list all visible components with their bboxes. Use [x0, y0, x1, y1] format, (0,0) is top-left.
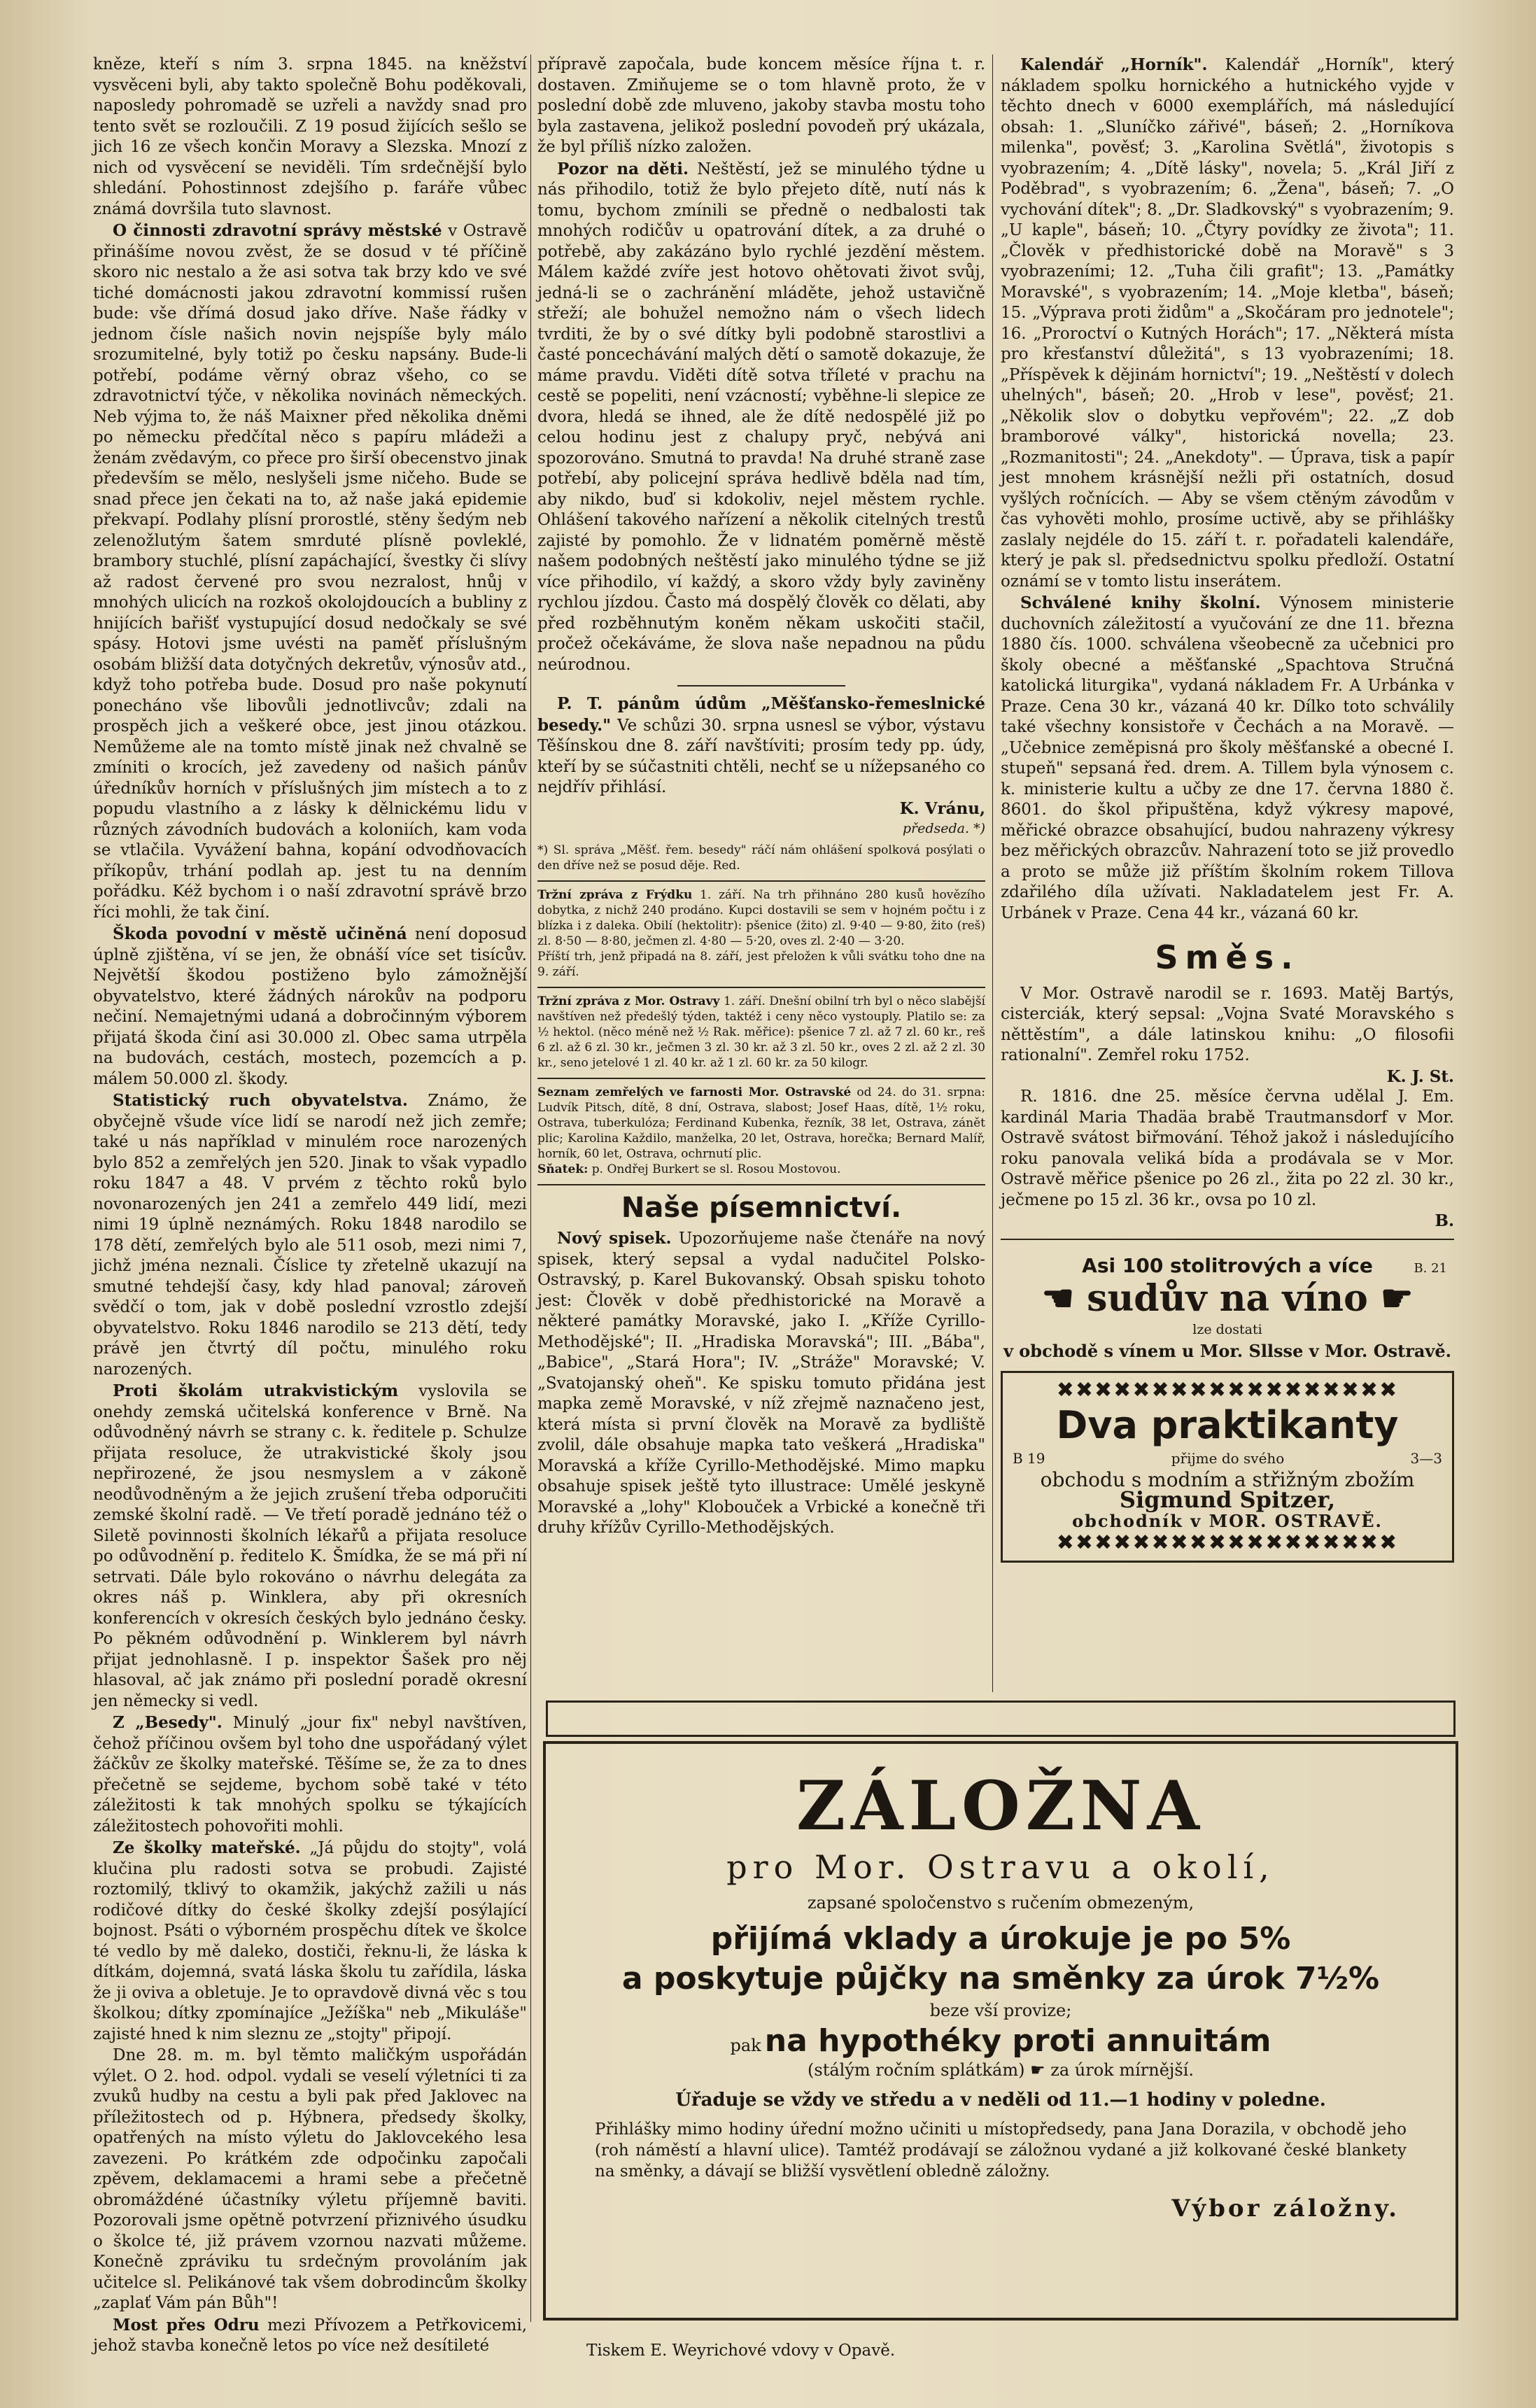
column-1 [93, 55, 527, 2357]
ad-subtext: lze dostati [1192, 1322, 1262, 1337]
ad-headline: Asi 100 stolitrových a více [1082, 1253, 1373, 1277]
article-text: „Já půjdu do stojty", volá klučina plu radosti sotva se probudi. Zajisté roztomilý, tklivý to okamžik, jakýchž zažili u nás rodičové dítky do české školky zdejší posýlající bojnost. Psáti o výborném prospěchu dítek ve školce té vedlo by mě daleko, dostiči, řeknu-li, že láska k dítkám, dojemná, svatá láska školu tu zařídila, láska že ji oviva a obletuje. Je to opravdově divná věc s tou školkou; dítky zpomínajíce „Ježíška" neb „Mikuláše" zajisté hned k nim sleznu ze „stojty" připojí. [93, 1839, 527, 2043]
article-heading: Ze školky mateřské. [113, 1838, 301, 1857]
article-paragraph [93, 1712, 527, 1837]
separator-rule [537, 1184, 985, 1185]
ad-headline: ZÁLOŽNA [796, 1766, 1205, 1845]
ad-offer-loans: a poskytuje půjčky na směnky za úrok 7½% [621, 1961, 1380, 1997]
marriage-title: Sňatek: [537, 1162, 589, 1176]
article-text: mezi Přívozem a Petřkovicemi, jehož stavba konečně letos po více než desítileté [93, 2316, 527, 2355]
article-heading: Nový spisek. [557, 1229, 672, 1248]
death-register [537, 1078, 985, 1177]
article-heading: P. T. pánům údům „Měšťansko-řemeslnické besedy." [537, 694, 985, 735]
market-report [537, 987, 985, 1071]
article-text: Kalendář „Horník", který nákladem spolku hornického a hutnického vyjde v těchto dnech v 6000 exemplářích, má následující obsah: 1. „Sluníčko zářivé", báseň; 2. „Horníkova milenka", pověsť; 3. „Karolina Světlá", životopis s vyobrazením; 4. „Dítě lásky", novela; 5. „Král Jiří z Poděbrad", s vyobrazením; 6. „Žena", báseň; 7. „O vychování dítek"; 8. „Dr. Sladkovský" s vyobrazením; 9. „U kaple", báseň; 10. „Čtyry povídky ze života"; 11. „Člověk v předhistorické době na Moravě" s 3 vyobrazeními; 12. „Tuha čili grafit"; 13. „Památky Moravské", s vyobrazením; 14. „Moje kletba", báseň; 15. „Výprava proti židům" a „Skočáram pro jednotele"; 16. „Proroctví o Kutných Horách"; 17. „Některá místa pro křesťanství důležitá", s 13 vyobrazeními; 18. „Příspěvek k dějinám hornictví"; 19. „Neštěstí v dolech uhelných", báseň; 20. „Hrob v lese", pověsť; 21. „Několik slov o dobytku vepřovém"; 22. „Z dob bramborové války", historická novella; 23. „Rozmanitosti"; 24. „Anekdoty". — Úprava, tisk a papír jest mnohem krásnější nežli při ostatních, dosud vyšlých ročnících. — Aby se všem ctěným závodům v čas vyhověti mohlo, prosíme uctivě, aby se přihlášky zaslaly nejdéle do 15. září t. r. pořadateli kalendáře, který je pak sl. předsednictvu spolku předloží. Ostatní oznámí se v tomto listu inserátem. [1001, 56, 1454, 591]
article-text: Upozorňujeme naše čtenáře na nový spisek, který sepsal a vydal nadučitel Polsko-Ostravský, p. Karel Bukovanský. Obsah spisku tohoto jest: Člověk v době předhistorické na Moravě a některé památky Moravské, jako I. „Kříže Cyrillo-Methodějské"; II. „Hradiska Moravská"; III. „Bába", „Babice", „Stará Hora"; IV. „Stráže" Moravské; V. „Svatojanský oheň". Ke spisku tomuto přidána jest mapka země Moravské, v níž zřejmě naznačeno jest, která místa si první člověk na Moravě za bydliště zvolil, dále obsahuje mapka tato veškerá „Hradiska" Moravská a kříže Cyrillo-Methodějské. Mimo mapku obsahuje spisek ještě tyto illustrace: Umělé jeskyně Moravské a „lohy" Klobouček a Vrbické a konečně tři druhy křížův Cyrillo-Methodějských. [537, 1230, 985, 1537]
ad-location: v obchodě s vínem u Mor. Sllsse v Mor. Ostravě. [1003, 1340, 1451, 1361]
article-paragraph [93, 220, 527, 923]
article-heading: Škoda povodní v městě učiněná [113, 924, 407, 943]
article-text: Ve schůzi 30. srpna usnesl se výbor, výstavu Těšínskou dne 8. září navštíviti; prosím tedy pp. údy, kteří by se súčastniti chtěli, nechť se u nížepsaného co nejdřív přihlásí. [537, 716, 985, 796]
ad-code: B. 21 [1414, 1260, 1447, 1276]
market-report [537, 880, 985, 980]
article-paragraph [1001, 593, 1454, 924]
ad-main-label: sudův na víno [1087, 1277, 1368, 1320]
ad-offer-mortgage [546, 2023, 1456, 2059]
ad-main-text: ☚ sudův na víno ☛ [1041, 1277, 1414, 1320]
article-paragraph [537, 1228, 985, 1539]
ad-offer-deposits: přijímá vklady a úrokuje je po 5% [710, 1921, 1291, 1957]
article-text: vyslovila se onehdy zemská učitelská konference v Brně. Na odůvodněný návrh se strany c. k. ředitele p. Schulze přijata resoluce, že utrakvistické školy jsou nepřirozené, že jsou nesmyslem a v zákoně neodůvodněným a že jejich zrušení třeba odporučiti zemské školní radě. — Ve třetí poradě jednáno též o Siletě povinnosti školních lékařů a přijata resoluce po odůvodnění p. ředitelo K. Šmídka, že se má při ní setrvati. Dále bylo rokováno o návrhu delegáta za okres náš p. Winklera, aby při okresních konferencích v okresích českých bylo jednáno česky. Po pěkném odůvodnění p. Winklerem byl návrh přijat jednohlasně. I p. inspektor Šašek pro něj hlasoval, ač jak známo při poslední poradě okresní jen německy si vedl. [93, 1382, 528, 1710]
ad-code: 3—3 [1410, 1450, 1442, 1467]
section-title: Směs. [1155, 938, 1300, 976]
article-heading: Z „Besedy". [113, 1713, 223, 1732]
section-title: Naše písemnictví. [621, 1191, 902, 1224]
article-heading: Proti školám utrakvistickým [113, 1381, 399, 1400]
article-text: v Ostravě přinášíme novou zvěst, že se dosud v té příčině skoro nic nestalo a že asi sotva tak brzy kdo ve své tiché domácnosti jakou zdravotní kommissí rušen bude: vše dřímá dosud jako dříve. Naše řádky v jednom čísle našich novin nejspíše byly málo srozumitelné, byly totiž po česku napsány. Bude-li potřebí, podáme věrný obraz všeho, co se zdravotnictví týče, v několika novinách německých. Neb výjma to, že náš Maixner před několika dněmi po německu předčítal něco s papíru mládeži a ženám zvědavým, co přece pro širší obecenstvo jinak především se mělo, neslyšeli jsme ničeho. Bude se snad přece jen čekati na to, až naše jaká epidemie překvapí. Podlahy plísní prorostlé, stěny šedým neb zelenožlutým šatem smrduté plísně povleklé, brambory stuchlé, plísní zapáchající, švestky či slívy až radost červené pro svou nezralost, hnůj v mnohých ulicích na rozkoš okolojdoucích a bubliny z hnijících bařišť vystupující dosud nedočkaly se své spásy. Hotovi jsme uvésti na paměť příslušným osobám bližší data dotyčných dekretův, výnosův atd., když toho potřeba bude. Dosud pro naše pokynutí ponecháno vše libovůli jednotlivcův; zdali na prospěch jich a veškeré obce, jest jinou otázkou. Nemůžeme ale na tomto místě jinak než chvalně se zmíniti o krocích, jež zavedeny od našich pánův úředníkův horních v příslušných jim místech a to z popudu vlastního a z lásky k dělnickému lidu v různých závodních budovách a koloniích, kam voda se vtlačila. Vyvážení bahna, kopání odvodňovacích příkopův, trhání podlah ap. jest tu na denním pořádku. Kéž bychom i o naší zdravotní správě brzo říci mohli, že tak činí. [93, 222, 527, 922]
ad-advertiser-role: obchodník v MOR. OSTRAVĚ. [1072, 1510, 1383, 1531]
column-3 [1001, 55, 1454, 1563]
market-report-note: Příští trh, jenž připadá na 8. září, jest přeložen k vůli svátku toho dne na 9. září. [537, 949, 985, 979]
article-paragraph [1001, 55, 1454, 592]
death-register-text: od 24. do 31. srpna: Ludvík Pitsch, dítě, 8 dní, Ostrava, slabost; Josef Haas, dítě, 1½ roku, Ostrava, tuberkulóza; Ferdinand Kubenka, řezník, 38 let, Ostrava, zánět plic; Karolina Každilo, manželka, 20 let, Ostrava, horečka; Bernard Malíř, horník, 60 let, Ostrava, ochrnutí plic. [537, 1085, 985, 1161]
signature: B. [1435, 1211, 1454, 1230]
column-divider [992, 55, 993, 1692]
market-report-title: Tržní zpráva z Frýdku [537, 887, 693, 902]
article-text: Výnosem ministerie duchovních záležitostí a vyučování ze dne 11. března 1880 čís. 1000. schválena všeobecně za učebnici pro školy obecné a měšťanské „Spachtova Stručná katolická liturgika", vydaná nákladem Fr. A Urbánka v Praze. Cena 30 kr., vázaná 40 kr. Dílko toto schválily také všechny konsistoře v Čechách a na Moravě. — „Učebnice zeměpisná pro školy měšťanské a obecné I. stupeň" sepsaná řed. drem. A. Tillem byla výnosem c. k. ministerie kultu a učby ze dne 17. června 1880 č. 8601. do škol připuštěna, když výkresy mapové, měřické obrazce obsahující, budou nahrazeny výkresy bez měřických obrazcův. Nahrazení toto se již provedlo a proto se může již příštím školním rokem Tillova zdařilého díla užívati. Nakladatelem jest Fr. A. Urbánek v Praze. Cena 44 kr., vázaná 60 kr. [1001, 594, 1454, 922]
article-heading: Pozor na děti. [557, 159, 689, 178]
article-heading: Kalendář „Horník". [1020, 55, 1208, 74]
ad-text: obchodu s modním a střižným zbožím [1040, 1467, 1415, 1491]
ad-border-ornament: ✖✖✖✖✖✖✖✖✖✖✖✖✖✖✖✖✖✖ [1056, 1531, 1399, 1555]
article-heading: Schválené knihy školní. [1020, 593, 1261, 612]
signature: K. J. St. [1386, 1066, 1454, 1086]
article-paragraph: kněze, kteří s ním 3. srpna 1845. na kněžství vysvěceni byli, aby takto společně Bohu poděkovali, naposledy pohromadě se uzřeli a navždy snad pro tento svět se rozloučili. Z 19 posud žijících sešlo se jich 16 ze všech končin Moravy a Slezska. Mnozí z nich od vysvěcení se neviděli. Tím srdečnější bylo shledání. Pohostinnost zdejšího p. faráře vůbec známá dovršila tuto slavnost. [93, 55, 527, 218]
ad-text: beze vší provize; [929, 2001, 1072, 2020]
ad-border-ornament: ✖✖✖✖✖✖✖✖✖✖✖✖✖✖✖✖✖✖ [1056, 1379, 1399, 1402]
article-paragraph [537, 159, 985, 676]
article-text: Známo, že obyčejně všude více lidí se narodí než jich zemře; také u nás například v minulém roce narozených bylo 852 a zemřelých jen 520. Jinak to však vypadlo roku 1847 a 48. V prvém z těchto roků bylo novonarozených jen 241 a zemřelo 449 lidí, mezi nimi 19 úplně neznámých. Roku 1848 narodilo se 178 dětí, zemřelých bylo ale 511 osob, mezi nimi 7, jichž jména neznali. Číslice ty zřetelně ukazují na smutné tehdejší časy, kdy hlad panoval; zároveň svědčí o tom, jak v době poslední vzrostlo zdejší obyvatelstvo. Roku 1846 narodilo se 213 dětí, tedy právě jen čtvrtý díl počtu, minulého roku narozených. [93, 1092, 528, 1379]
article-paragraph: V Mor. Ostravě narodil se r. 1693. Matěj Bartýs, cisterciák, který sepsal: „Vojna Svaté Moravského s něttěstím", a dále latinskou knihu: „O filosofii rationalní". Zemřel roku 1752. [1001, 984, 1454, 1064]
ad-subtitle: pro Mor. Ostravu a okolí, [726, 1848, 1275, 1886]
article-paragraph: Dne 28. m. m. byl těmto maličkým uspořádán výlet. O 2. hod. odpol. vydali se veselí výletníci ti za zvuků hudby na cestu a byli pak před Jaklovec na příležitostech od p. Hýbnera, předsedy školky, opatřených na místo výletu do Jaklovcekého lesa zavezeni. Po krátkém zde odpočinku započali zpěvem, deklamacemi a hrami sebe a přečetně obromáždéné účastníky výletu příjemně baviti. Pozorovali jsme opětně potvrzení přiznivého úsudku o školce té, již právem vzornou nazvati můžeme. Konečně zpráviku tu srdečným provoláním jak učitelce sl. Pelikánové tak všem dobrodincům školky „zaplať Vám pán Bůh"! [93, 2046, 527, 2312]
article-paragraph [93, 1090, 527, 1380]
ad-text: pak [730, 2036, 761, 2055]
article-heading: O činnosti zdravotní správy městské [113, 221, 442, 240]
article-paragraph: přípravě započala, bude koncem měsíce října t. r. dostaven. Zmiňujeme se o tom hlavně proto, že v poslední době zde mluveno, jakoby stavba mostu toho byla zastavena, jelikož poslední povodeň prý ukázala, že byl příliš nízko založen. [537, 55, 985, 156]
ad-details: Přihlášky mimo hodiny úřední možno učiniti u místopředsedy, pana Jana Dorazila, v obchodě jeho (roh náměstí a hlavní ulice). Tamtéž prodávají se záložnou vydané a již kolkované české blankety na směnky, a dávají se bližší vysvětlení obledně záložny. [595, 2120, 1407, 2181]
article-paragraph [93, 1838, 527, 2045]
advertisement-savings-bank [543, 1741, 1458, 2321]
signature-role: předseda. *) [902, 821, 985, 836]
ad-registration: zapsané spoločenstvo s ručením obmezeným, [807, 1893, 1195, 1913]
printer-imprint: Tiskem E. Weyrichové vdovy v Opavě. [586, 2342, 896, 2360]
article-paragraph: R. 1816. dne 25. měsíce června udělal J. Em. kardinál Maria Thadäa brabě Trautmansdorf v Mor. Ostravě svátost biřmování. Téhož jakož i následujícího roku panovala veliká bída a prodávala se v Mor. Ostravě měřice pšenice po 26 zl., žita po 22 zl. 30 kr., ječmene po 15 zl. 36 kr., ovsa po 10 zl. [1001, 1087, 1454, 1209]
ad-line [1013, 1449, 1442, 1470]
market-report-text: 1. září. Na trh přihnáno 280 kusů hovězího dobytka, z nichž 240 prodáno. Kupci dostavili se sem v hojném počtu i z blízka i z daleka. Obilí (hektolitr): pšenice (žito) zl. 9·40 — 9·80, žito (reš) zl. 8·50 — 8·80, ječmen zl. 4·80 — 5·20, oves zl. 2·40 — 3·20. [537, 887, 986, 948]
advertisement-apprentices [1001, 1371, 1454, 1563]
ad-decorative-bar [546, 1701, 1456, 1737]
article-heading: Statistický ruch obyvatelstva. [113, 1091, 408, 1110]
article-paragraph [93, 924, 527, 1090]
article-text: není doposud úplně zjištěna, ví se jen, že obnáší více set tisícův. Největší škodou postiženo bylo zámožnější obyvatelstvo, které žádných nárokův na podporu nečiní. Nemajetnými udaná a dobročinným výborem přijatá škoda činí asi 30.000 zl. Obec sama utrpěla na budovách, cestách, mostech, pozemcích a p. málem 50.000 zl. škody. [93, 925, 528, 1088]
death-register-title: Seznam zemřelých ve farnosti Mor. Ostravské [537, 1085, 852, 1099]
article-paragraph [93, 2315, 527, 2357]
article-heading: Most přes Odru [113, 2315, 260, 2335]
signature: K. Vránu, [899, 798, 985, 818]
market-report-text: 1. září. Dnešní obilní trh byl o něco slabější navštíven než předešlý týden, taktéž i ceny něco vystouply. Platilo se: za ½ hektol. (něco méně než ½ Rak. měřice): pšenice 7 zl. až 7 zl. 60 kr., reš 6 zl. až 6 zl. 30 kr., ječmen 3 zl. 30 kr. až 3 zl. 50 kr., oves 2 zl. až 2 zl. 30 kr., seno jetelové 1 zl. 40 kr. až 1 zl. 60 kr. za 50 kilogr. [537, 994, 985, 1070]
ad-advertiser-name: Sigmund Spitzer, [1119, 1486, 1336, 1513]
ad-text: (stálým ročním splátkám) ☛ za úrok mírnější. [808, 2060, 1194, 2080]
article-text: Neštěstí, jež se minulého týdne u nás přihodilo, totiž že bylo přejeto dítě, nutí nás k tomu, bychom zmínili se předně o nedbalosti tak mnohých rodičův u opatrování dítek, a za druhé o potřebě, aby zakázáno bylo rychlé jezdění městem. Málem každé zvíře jest hotovo ohětovati život svůj, jedná-li se o zachránění mláděte, jehož ustavičně střeží; ale bohužel nemožno nám o všech lidech tvrditi, že by o své dítky byli podobně starostlivi a časté poncechávání malých dětí o samotě dokazuje, že máme pravdu. Viděti dítě sotva tříleté v prachu na cestě se popeliti, není vzácností; vyběhne-li slepice ze dvora, hledá se ihned, ale že dítě nedospělé již po celou hodinu jest z chalupy pryč, nebývá ani spozorováno. Smutná to pravda! Na druhé straně zase potřebí, aby policejní správa hedlivě bděla nad tím, aby nikdo, buď si kdokoliv, nejel městem rychle. Ohlášení takového nařízení a několik citelných trestů zajisté by pomohlo. Že v lidnatém poměrně městě našem podobných neštěstí jako minulého týdne se již více přihodilo, ví každý, a skoro vždy byly zaviněny rychlou jízdou. Často má dospělý člověk co dělati, aby před rozběhnutým koněm někam uskočiti stačil, pročež očekáváme, že slova naše nepadnou na půdu neúrodnou. [537, 160, 985, 674]
article-text: Minulý „jour fix" nebyl navštíven, čehož příčinou ovšem byl toho dne uspořádaný výlet žáčkův ze školky mateřské. Těšíme se, že za to dnes přečetně se sejdeme, bychom sobě také v této záležitosti k tak mnohých spolku se týkajících záležitostech pohovořiti mohli. [93, 1714, 527, 1836]
ad-text: přijme do svého [1171, 1450, 1285, 1467]
editorial-note: *) Sl. správa „Měšť. řem. besedy" ráčí nám ohlášení spolková posýlati o den dříve než se posud děje. Red. [537, 843, 985, 873]
article-paragraph [537, 693, 985, 798]
ad-code: B 19 [1013, 1450, 1045, 1467]
separator-rule [677, 685, 845, 687]
ad-headline: Dva praktikanty [1056, 1403, 1399, 1447]
article-paragraph [93, 1381, 527, 1712]
marriage-text: p. Ondřej Burkert se sl. Rosou Mostovou. [591, 1162, 841, 1176]
ad-signature: Výbor záložny. [1171, 2195, 1400, 2223]
separator-rule [1001, 1239, 1454, 1240]
column-divider [530, 55, 531, 2322]
ad-offer-label: na hypothéky proti annuitám [764, 2023, 1271, 2059]
advertisement-barrels [1001, 1255, 1454, 1362]
market-report-title: Tržní zpráva z Mor. Ostravy [537, 994, 720, 1008]
column-2 [537, 55, 985, 1539]
ad-office-hours: Úřaduje se vždy ve středu a v neděli od 11.—1 hodiny v poledne. [675, 2090, 1326, 2111]
